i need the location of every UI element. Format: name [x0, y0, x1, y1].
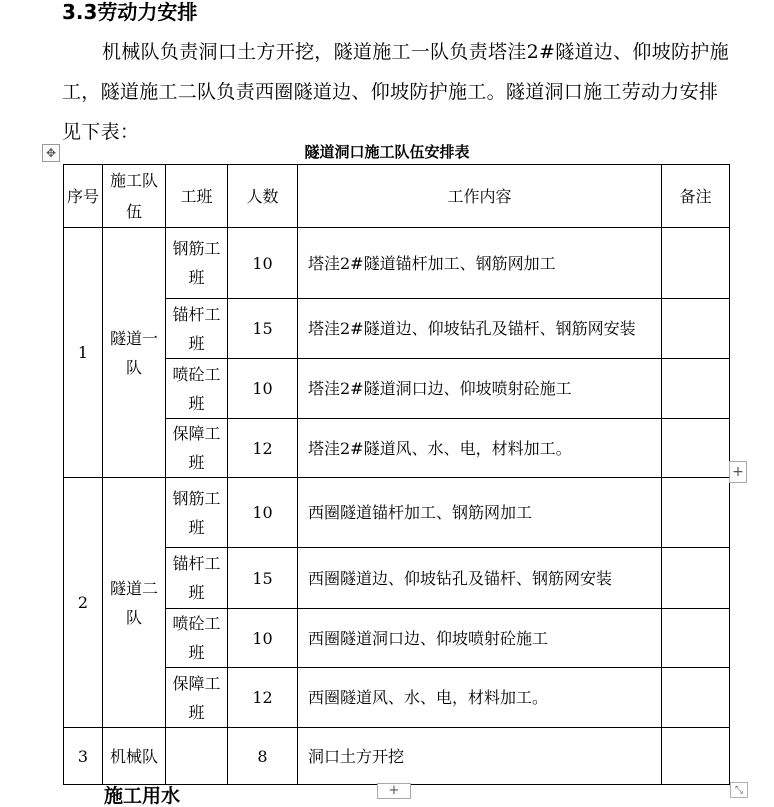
- count-cell: 8: [228, 728, 298, 785]
- count-cell: 12: [228, 419, 298, 478]
- note-cell: [662, 359, 730, 419]
- move-arrows-icon: ✥: [45, 146, 57, 160]
- crew-cell: 锚杆工班: [166, 299, 228, 359]
- work-cell: 塔洼2#隧道洞口边、仰坡喷射砼施工: [298, 359, 662, 419]
- plus-icon: +: [732, 464, 744, 480]
- header-note: 备注: [662, 165, 730, 228]
- work-cell: 塔洼2#隧道锚杆加工、钢筋网加工: [298, 228, 662, 299]
- next-heading-text: 施工用水: [104, 785, 181, 807]
- count-cell: 12: [228, 668, 298, 728]
- note-cell: [662, 299, 730, 359]
- insert-row-button[interactable]: [377, 783, 411, 799]
- crew-cell: 喷砼工班: [166, 609, 228, 668]
- section-heading: 3.3劳动力安排: [62, 0, 198, 24]
- insert-column-button[interactable]: [729, 461, 747, 483]
- crew-cell: 保障工班: [166, 419, 228, 478]
- work-cell: 洞口土方开挖: [298, 728, 662, 785]
- crew-cell: 钢筋工班: [166, 478, 228, 548]
- header-crew: 工班: [166, 165, 228, 228]
- crew-cell: 保障工班: [166, 668, 228, 728]
- crew-table: [63, 164, 730, 785]
- note-cell: [662, 548, 730, 609]
- count-cell: 10: [228, 228, 298, 299]
- note-cell: [662, 228, 730, 299]
- table-row: [64, 728, 730, 785]
- note-cell: [662, 478, 730, 548]
- paragraph-text: 机械队负责洞口土方开挖，隧道施工一队负责塔洼2#隧道边、仰坡防护施工，隧道施工二队负责西圈隧道边、仰坡防护施工。隧道洞口施工劳动力安排见下表：: [62, 41, 729, 143]
- group-seq: 3: [64, 728, 103, 785]
- work-cell: 西圈隧道边、仰坡钻孔及锚杆、钢筋网安装: [298, 548, 662, 609]
- count-cell: 15: [228, 548, 298, 609]
- count-cell: 10: [228, 609, 298, 668]
- work-cell: 西圈隧道风、水、电，材料加工。: [298, 668, 662, 728]
- count-cell: 15: [228, 299, 298, 359]
- note-cell: [662, 668, 730, 728]
- crew-cell: 喷砼工班: [166, 359, 228, 419]
- work-cell: 西圈隧道锚杆加工、钢筋网加工: [298, 478, 662, 548]
- table-caption: 隧道洞口施工队伍安排表: [304, 143, 470, 161]
- note-cell: [662, 728, 730, 785]
- table-row: [64, 228, 730, 299]
- note-cell: [662, 609, 730, 668]
- next-section-heading: [104, 785, 224, 807]
- work-cell: 塔洼2#隧道边、仰坡钻孔及锚杆、钢筋网安装: [298, 299, 662, 359]
- group-team: 机械队: [103, 728, 166, 785]
- group-seq: 2: [64, 478, 103, 728]
- group-team: 隧道二队: [103, 478, 166, 728]
- work-cell: 塔洼2#隧道风、水、电，材料加工。: [298, 419, 662, 478]
- note-cell: [662, 419, 730, 478]
- header-team: 施工队伍: [103, 165, 166, 228]
- plus-icon: +: [388, 783, 400, 798]
- table-row: [64, 478, 730, 548]
- count-cell: 10: [228, 359, 298, 419]
- diagonal-resize-icon: ⤡: [735, 784, 743, 796]
- table-header-row: [64, 165, 730, 228]
- header-seq: 序号: [64, 165, 103, 228]
- work-cell: 西圈隧道洞口边、仰坡喷射砼施工: [298, 609, 662, 668]
- crew-cell: 钢筋工班: [166, 228, 228, 299]
- crew-cell: 锚杆工班: [166, 548, 228, 609]
- body-paragraph: [62, 32, 734, 152]
- group-seq: 1: [64, 228, 103, 478]
- table-resize-handle[interactable]: [730, 782, 748, 798]
- crew-cell: [166, 728, 228, 785]
- count-cell: 10: [228, 478, 298, 548]
- group-team: 隧道一队: [103, 228, 166, 478]
- header-count: 人数: [228, 165, 298, 228]
- header-work: 工作内容: [298, 165, 662, 228]
